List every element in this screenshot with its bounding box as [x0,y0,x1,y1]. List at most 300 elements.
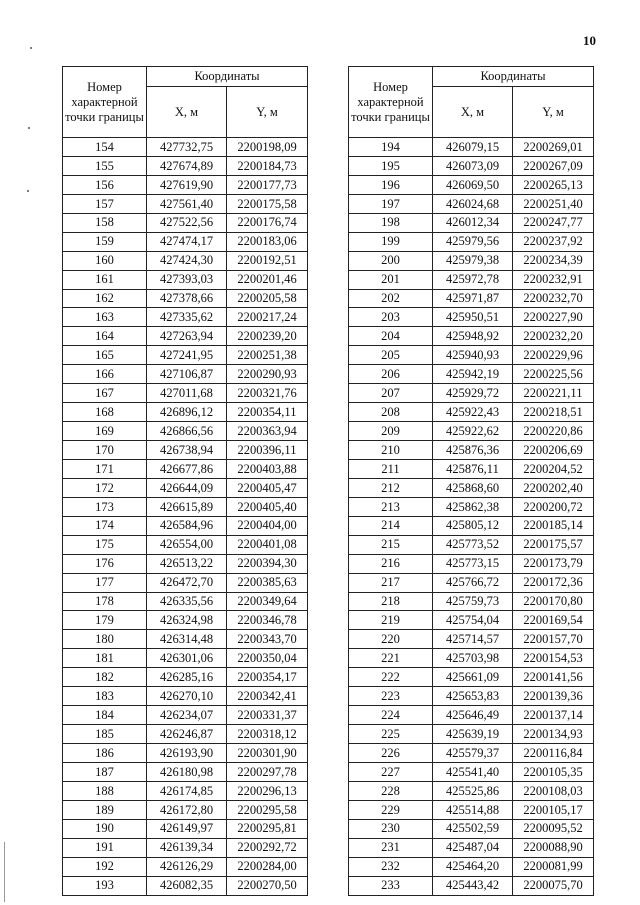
cell-point-number: 221 [349,649,433,668]
cell-point-number: 233 [349,876,433,895]
cell-x: 425922,62 [433,422,513,441]
table-row [63,459,308,478]
table-row [349,744,594,763]
cell-y: 2200290,93 [227,365,308,384]
table-row [349,706,594,725]
cell-y: 2200088,90 [513,838,594,857]
table-row [63,175,308,194]
scan-speck [27,190,29,192]
table-row [349,346,594,365]
table-row [349,800,594,819]
cell-point-number: 188 [63,781,147,800]
cell-point-number: 220 [349,630,433,649]
table-row [63,706,308,725]
cell-point-number: 157 [63,194,147,213]
cell-y: 2200342,41 [227,687,308,706]
header-y: Y, м [227,87,308,138]
cell-y: 2200141,56 [513,668,594,687]
cell-x: 426301,06 [147,649,227,668]
cell-x: 426174,85 [147,781,227,800]
table-row [63,668,308,687]
cell-x: 425514,88 [433,800,513,819]
cell-y: 2200346,78 [227,611,308,630]
cell-y: 2200173,79 [513,554,594,573]
table-row [63,384,308,403]
cell-x: 425979,38 [433,251,513,270]
cell-point-number: 161 [63,270,147,289]
cell-x: 426012,34 [433,213,513,232]
cell-x: 426149,97 [147,819,227,838]
cell-y: 2200247,77 [513,213,594,232]
cell-point-number: 184 [63,706,147,725]
cell-y: 2200267,09 [513,156,594,175]
cell-y: 2200401,08 [227,535,308,554]
cell-y: 2200202,40 [513,478,594,497]
table-row [63,327,308,346]
table-row [63,365,308,384]
cell-point-number: 190 [63,819,147,838]
cell-x: 426069,50 [433,175,513,194]
cell-point-number: 197 [349,194,433,213]
cell-y: 2200105,35 [513,762,594,781]
cell-x: 427674,89 [147,156,227,175]
cell-y: 2200350,04 [227,649,308,668]
cell-x: 427732,75 [147,138,227,157]
cell-y: 2200227,90 [513,308,594,327]
table-row [349,876,594,895]
cell-x: 426513,22 [147,554,227,573]
cell-x: 426079,15 [433,138,513,157]
table-row [349,403,594,422]
cell-point-number: 154 [63,138,147,157]
table-row [63,876,308,895]
cell-point-number: 177 [63,573,147,592]
cell-point-number: 179 [63,611,147,630]
cell-x: 427561,40 [147,194,227,213]
cell-x: 425661,09 [433,668,513,687]
table-row [63,781,308,800]
table-row [349,687,594,706]
cell-point-number: 166 [63,365,147,384]
table-row [63,138,308,157]
table-row [349,384,594,403]
cell-y: 2200170,80 [513,592,594,611]
cell-point-number: 187 [63,762,147,781]
table-row [63,762,308,781]
cell-x: 425714,57 [433,630,513,649]
cell-x: 425929,72 [433,384,513,403]
cell-x: 426139,34 [147,838,227,857]
cell-y: 2200081,99 [513,857,594,876]
cell-x: 425464,20 [433,857,513,876]
table-row [63,838,308,857]
header-y: Y, м [513,87,594,138]
cell-x: 425773,52 [433,535,513,554]
cell-y: 2200295,81 [227,819,308,838]
cell-point-number: 200 [349,251,433,270]
cell-point-number: 205 [349,346,433,365]
header-coordinates: Координаты [433,67,594,87]
cell-point-number: 176 [63,554,147,573]
cell-y: 2200172,36 [513,573,594,592]
cell-point-number: 162 [63,289,147,308]
table-row [63,573,308,592]
cell-point-number: 174 [63,516,147,535]
table-row [349,289,594,308]
cell-y: 2200184,73 [227,156,308,175]
cell-y: 2200134,93 [513,725,594,744]
table-row [63,441,308,460]
cell-point-number: 202 [349,289,433,308]
cell-y: 2200198,09 [227,138,308,157]
cell-y: 2200321,76 [227,384,308,403]
cell-y: 2200217,24 [227,308,308,327]
table-row [349,308,594,327]
cell-x: 425773,15 [433,554,513,573]
cell-point-number: 224 [349,706,433,725]
table-row [349,838,594,857]
cell-x: 427011,68 [147,384,227,403]
cell-x: 427263,94 [147,327,227,346]
cell-point-number: 226 [349,744,433,763]
cell-x: 425868,60 [433,478,513,497]
cell-point-number: 185 [63,725,147,744]
table-row [63,592,308,611]
cell-y: 2200185,14 [513,516,594,535]
cell-point-number: 193 [63,876,147,895]
table-row [349,573,594,592]
table-row [349,365,594,384]
scan-edge-line [4,842,5,902]
table-row [63,857,308,876]
cell-y: 2200154,53 [513,649,594,668]
cell-point-number: 230 [349,819,433,838]
cell-y: 2200108,03 [513,781,594,800]
cell-point-number: 222 [349,668,433,687]
cell-x: 426738,94 [147,441,227,460]
cell-point-number: 163 [63,308,147,327]
cell-y: 2200201,46 [227,270,308,289]
cell-point-number: 172 [63,478,147,497]
table-row [349,327,594,346]
table-row [349,232,594,251]
table-row [63,649,308,668]
cell-y: 2200354,11 [227,403,308,422]
cell-point-number: 178 [63,592,147,611]
cell-y: 2200234,39 [513,251,594,270]
cell-point-number: 183 [63,687,147,706]
table-row [349,668,594,687]
cell-point-number: 225 [349,725,433,744]
cell-point-number: 186 [63,744,147,763]
cell-y: 2200229,96 [513,346,594,365]
cell-point-number: 155 [63,156,147,175]
cell-y: 2200232,20 [513,327,594,346]
cell-point-number: 159 [63,232,147,251]
cell-y: 2200206,69 [513,441,594,460]
cell-x: 426644,09 [147,478,227,497]
cell-y: 2200105,17 [513,800,594,819]
cell-y: 2200225,56 [513,365,594,384]
cell-y: 2200292,72 [227,838,308,857]
table-row [349,857,594,876]
table-row [63,630,308,649]
cell-point-number: 182 [63,668,147,687]
cell-point-number: 156 [63,175,147,194]
cell-x: 425948,92 [433,327,513,346]
cell-x: 426246,87 [147,725,227,744]
cell-point-number: 223 [349,687,433,706]
cell-y: 2200175,57 [513,535,594,554]
table-row [63,478,308,497]
table-row [63,213,308,232]
header-x: X, м [147,87,227,138]
cell-point-number: 206 [349,365,433,384]
cell-point-number: 165 [63,346,147,365]
cell-point-number: 232 [349,857,433,876]
cell-x: 426584,96 [147,516,227,535]
cell-point-number: 208 [349,403,433,422]
cell-y: 2200218,51 [513,403,594,422]
header-x: X, м [433,87,513,138]
table-row [349,725,594,744]
coordinates-table-left [62,66,308,896]
table-row [63,232,308,251]
cell-y: 2200396,11 [227,441,308,460]
cell-point-number: 207 [349,384,433,403]
table-row [349,459,594,478]
cell-x: 426896,12 [147,403,227,422]
cell-x: 427241,95 [147,346,227,365]
cell-point-number: 204 [349,327,433,346]
page-number: 10 [583,33,596,48]
cell-x: 426677,86 [147,459,227,478]
cell-point-number: 209 [349,422,433,441]
cell-x: 425443,42 [433,876,513,895]
cell-y: 2200363,94 [227,422,308,441]
cell-y: 2200200,72 [513,497,594,516]
cell-x: 425759,73 [433,592,513,611]
cell-point-number: 195 [349,156,433,175]
cell-x: 426172,80 [147,800,227,819]
cell-x: 425950,51 [433,308,513,327]
cell-y: 2200296,13 [227,781,308,800]
cell-y: 2200204,52 [513,459,594,478]
cell-point-number: 171 [63,459,147,478]
cell-point-number: 216 [349,554,433,573]
table-row [349,611,594,630]
table-row [63,194,308,213]
cell-y: 2200265,13 [513,175,594,194]
cell-y: 2200318,12 [227,725,308,744]
cell-y: 2200157,70 [513,630,594,649]
cell-y: 2200403,88 [227,459,308,478]
cell-point-number: 191 [63,838,147,857]
cell-y: 2200139,36 [513,687,594,706]
table-row [63,270,308,289]
cell-x: 425525,86 [433,781,513,800]
table-row [349,175,594,194]
cell-y: 2200295,58 [227,800,308,819]
cell-x: 425653,83 [433,687,513,706]
cell-point-number: 196 [349,175,433,194]
cell-x: 426314,48 [147,630,227,649]
cell-x: 425805,12 [433,516,513,535]
cell-point-number: 199 [349,232,433,251]
table-row [63,819,308,838]
cell-point-number: 219 [349,611,433,630]
table-row [349,478,594,497]
cell-y: 2200175,58 [227,194,308,213]
cell-y: 2200251,38 [227,346,308,365]
table-row [63,611,308,630]
table-row [63,251,308,270]
cell-y: 2200169,54 [513,611,594,630]
cell-y: 2200205,58 [227,289,308,308]
cell-point-number: 192 [63,857,147,876]
cell-x: 425922,43 [433,403,513,422]
cell-x: 425639,19 [433,725,513,744]
cell-y: 2200095,52 [513,819,594,838]
cell-x: 426126,29 [147,857,227,876]
cell-y: 2200183,06 [227,232,308,251]
cell-y: 2200284,00 [227,857,308,876]
cell-y: 2200232,91 [513,270,594,289]
table-row [63,156,308,175]
cell-x: 425541,40 [433,762,513,781]
cell-point-number: 203 [349,308,433,327]
table-row [63,422,308,441]
cell-x: 425579,37 [433,744,513,763]
cell-x: 427106,87 [147,365,227,384]
cell-point-number: 218 [349,592,433,611]
cell-y: 2200232,70 [513,289,594,308]
cell-x: 425972,78 [433,270,513,289]
cell-point-number: 217 [349,573,433,592]
cell-point-number: 160 [63,251,147,270]
table-row [63,403,308,422]
table-row [63,289,308,308]
table-row [63,535,308,554]
table-row [349,762,594,781]
cell-x: 426866,56 [147,422,227,441]
cell-y: 2200343,70 [227,630,308,649]
cell-y: 2200331,37 [227,706,308,725]
cell-y: 2200239,20 [227,327,308,346]
cell-x: 427335,62 [147,308,227,327]
table-row [349,497,594,516]
cell-y: 2200349,64 [227,592,308,611]
cell-point-number: 215 [349,535,433,554]
scan-speck [28,127,30,129]
cell-point-number: 201 [349,270,433,289]
cell-y: 2200270,50 [227,876,308,895]
table-row [349,592,594,611]
cell-x: 426270,10 [147,687,227,706]
cell-x: 426180,98 [147,762,227,781]
cell-y: 2200354,17 [227,668,308,687]
cell-y: 2200237,92 [513,232,594,251]
table-row [63,744,308,763]
table-row [349,194,594,213]
cell-point-number: 229 [349,800,433,819]
cell-point-number: 173 [63,497,147,516]
table-row [349,630,594,649]
cell-x: 425876,11 [433,459,513,478]
cell-point-number: 169 [63,422,147,441]
cell-x: 426073,09 [433,156,513,175]
cell-x: 427619,90 [147,175,227,194]
table-row [63,497,308,516]
table-row [349,156,594,175]
cell-x: 426324,98 [147,611,227,630]
cell-x: 426335,56 [147,592,227,611]
table-row [349,270,594,289]
cell-x: 425766,72 [433,573,513,592]
cell-x: 427424,30 [147,251,227,270]
cell-x: 425979,56 [433,232,513,251]
cell-x: 426193,90 [147,744,227,763]
cell-point-number: 175 [63,535,147,554]
cell-point-number: 228 [349,781,433,800]
cell-y: 2200269,01 [513,138,594,157]
cell-y: 2200301,90 [227,744,308,763]
cell-y: 2200075,70 [513,876,594,895]
cell-point-number: 210 [349,441,433,460]
cell-point-number: 180 [63,630,147,649]
table-row [63,516,308,535]
cell-x: 425876,36 [433,441,513,460]
cell-point-number: 194 [349,138,433,157]
table-row [349,422,594,441]
table-row [63,554,308,573]
table-row [63,800,308,819]
cell-x: 425942,19 [433,365,513,384]
cell-x: 425487,04 [433,838,513,857]
table-row [349,781,594,800]
cell-x: 425502,59 [433,819,513,838]
cell-point-number: 227 [349,762,433,781]
cell-x: 426285,16 [147,668,227,687]
cell-x: 425754,04 [433,611,513,630]
header-point-number: Номер характерной точки границы [349,67,433,138]
cell-x: 426472,70 [147,573,227,592]
table-row [63,687,308,706]
table-row [349,819,594,838]
table-row [349,441,594,460]
cell-point-number: 213 [349,497,433,516]
cell-y: 2200137,14 [513,706,594,725]
cell-y: 2200177,73 [227,175,308,194]
cell-y: 2200404,00 [227,516,308,535]
cell-x: 426234,07 [147,706,227,725]
table-row [349,649,594,668]
header-coordinates: Координаты [147,67,308,87]
cell-point-number: 189 [63,800,147,819]
table-row [349,535,594,554]
table-row [349,251,594,270]
cell-point-number: 181 [63,649,147,668]
cell-x: 426082,35 [147,876,227,895]
scan-speck [30,47,32,49]
cell-y: 2200251,40 [513,194,594,213]
cell-x: 425940,93 [433,346,513,365]
cell-x: 427522,56 [147,213,227,232]
cell-y: 2200220,86 [513,422,594,441]
cell-point-number: 167 [63,384,147,403]
cell-y: 2200385,63 [227,573,308,592]
cell-point-number: 198 [349,213,433,232]
